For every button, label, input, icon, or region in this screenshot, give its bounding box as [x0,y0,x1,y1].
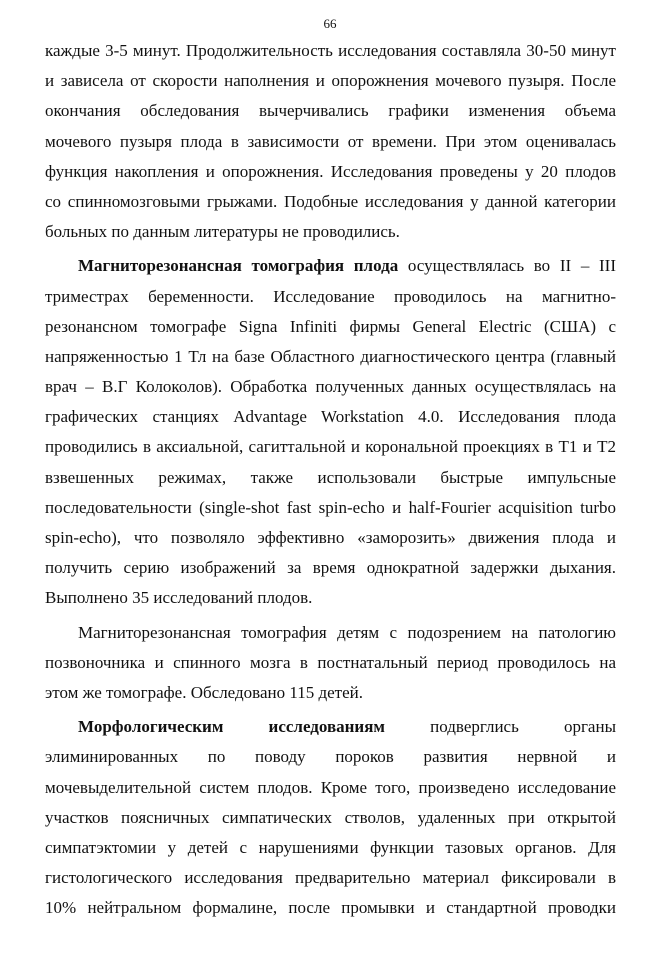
text-line: Магниторезонансная томография детям с подозрением на патологию [78,622,616,642]
paragraph-4 [45,712,616,923]
text-line: последовательности (single-shot fast spin-echo и half-Fourier acquisition turbo [45,497,616,517]
text-line [45,251,616,281]
text-fragment: подверглись органы [385,717,616,737]
text-line: элиминированных по поводу пороков развития нервной и [45,747,616,767]
text-line: напряженностью 1 Тл на базе Областного диагностического центра (главный [45,346,616,366]
text-line: со спинномозговыми грыжами. Подобные исследования у данной категории [45,191,616,211]
text-line: взвешенных режимах, также использовали быстрые импульсные [45,467,616,487]
text-line: позвоночника и спинного мозга в постнатальный период проводилось на [45,652,616,672]
text-line: больных по данным литературы не проводились. [45,222,400,242]
text-line: получить серию изображений за время однократной задержки дыхания. [45,558,616,578]
text-line: мочевого пузыря плода в зависимости от времени. При этом оценивалась [45,131,616,151]
page-number: 66 [323,16,337,31]
text-line: функция накопления и опорожнения. Исследования проведены у 20 плодов [45,161,616,181]
text-line [45,712,616,742]
text-line: графических станциях Advantage Workstation 4.0. Исследования плода [45,407,616,427]
text-fragment: осуществлялась во II – III [398,256,616,276]
text-line: Выполнено 35 исследований плодов. [45,588,313,608]
paragraph-1 [45,36,616,247]
text-line: spin-echo), что позволяло эффективно «заморозить» движения плода и [45,528,616,547]
text-line: триместрах беременности. Исследование проводилось на магнитно- [45,286,616,306]
text-line: и зависела от скорости наполнения и опорожнения мочевого пузыря. После [45,71,616,91]
text-line: резонансном томографе Signa Infiniti фирмы General Electric (США) с [45,316,616,336]
paragraph-3 [45,618,616,709]
text-line: окончания обследования вычерчивались графики изменения объема [45,101,616,121]
text-line: 10% нейтральном формалине, после промывки и стандартной проводки [45,898,616,918]
body-text [45,36,616,923]
text-line: симпатэктомии у детей с нарушениями функции тазовых органов. Для [45,837,616,857]
text-line: мочевыделительной систем плодов. Кроме того, произведено исследование [45,777,616,797]
text-line: врач – В.Г Колоколов). Обработка полученных данных осуществлялась на [45,377,616,397]
text-line: участков поясничных симпатических стволов, удаленных при открытой [45,807,616,827]
bold-lead-term: Магниторезонансная томография плода [78,256,399,276]
text-line: проводились в аксиальной, сагиттальной и корональной проекциях в Т1 и Т2 [45,437,616,457]
paragraph-2 [45,251,616,613]
text-line: этом же томографе. Обследовано 115 детей. [45,682,363,702]
bold-lead-term: Морфологическим исследованиям [78,717,386,737]
text-line: каждые 3-5 минут. Продолжительность исследования составляла 30-50 минут [45,41,616,60]
text-line: гистологического исследования предварительно материал фиксировали в [45,868,616,888]
